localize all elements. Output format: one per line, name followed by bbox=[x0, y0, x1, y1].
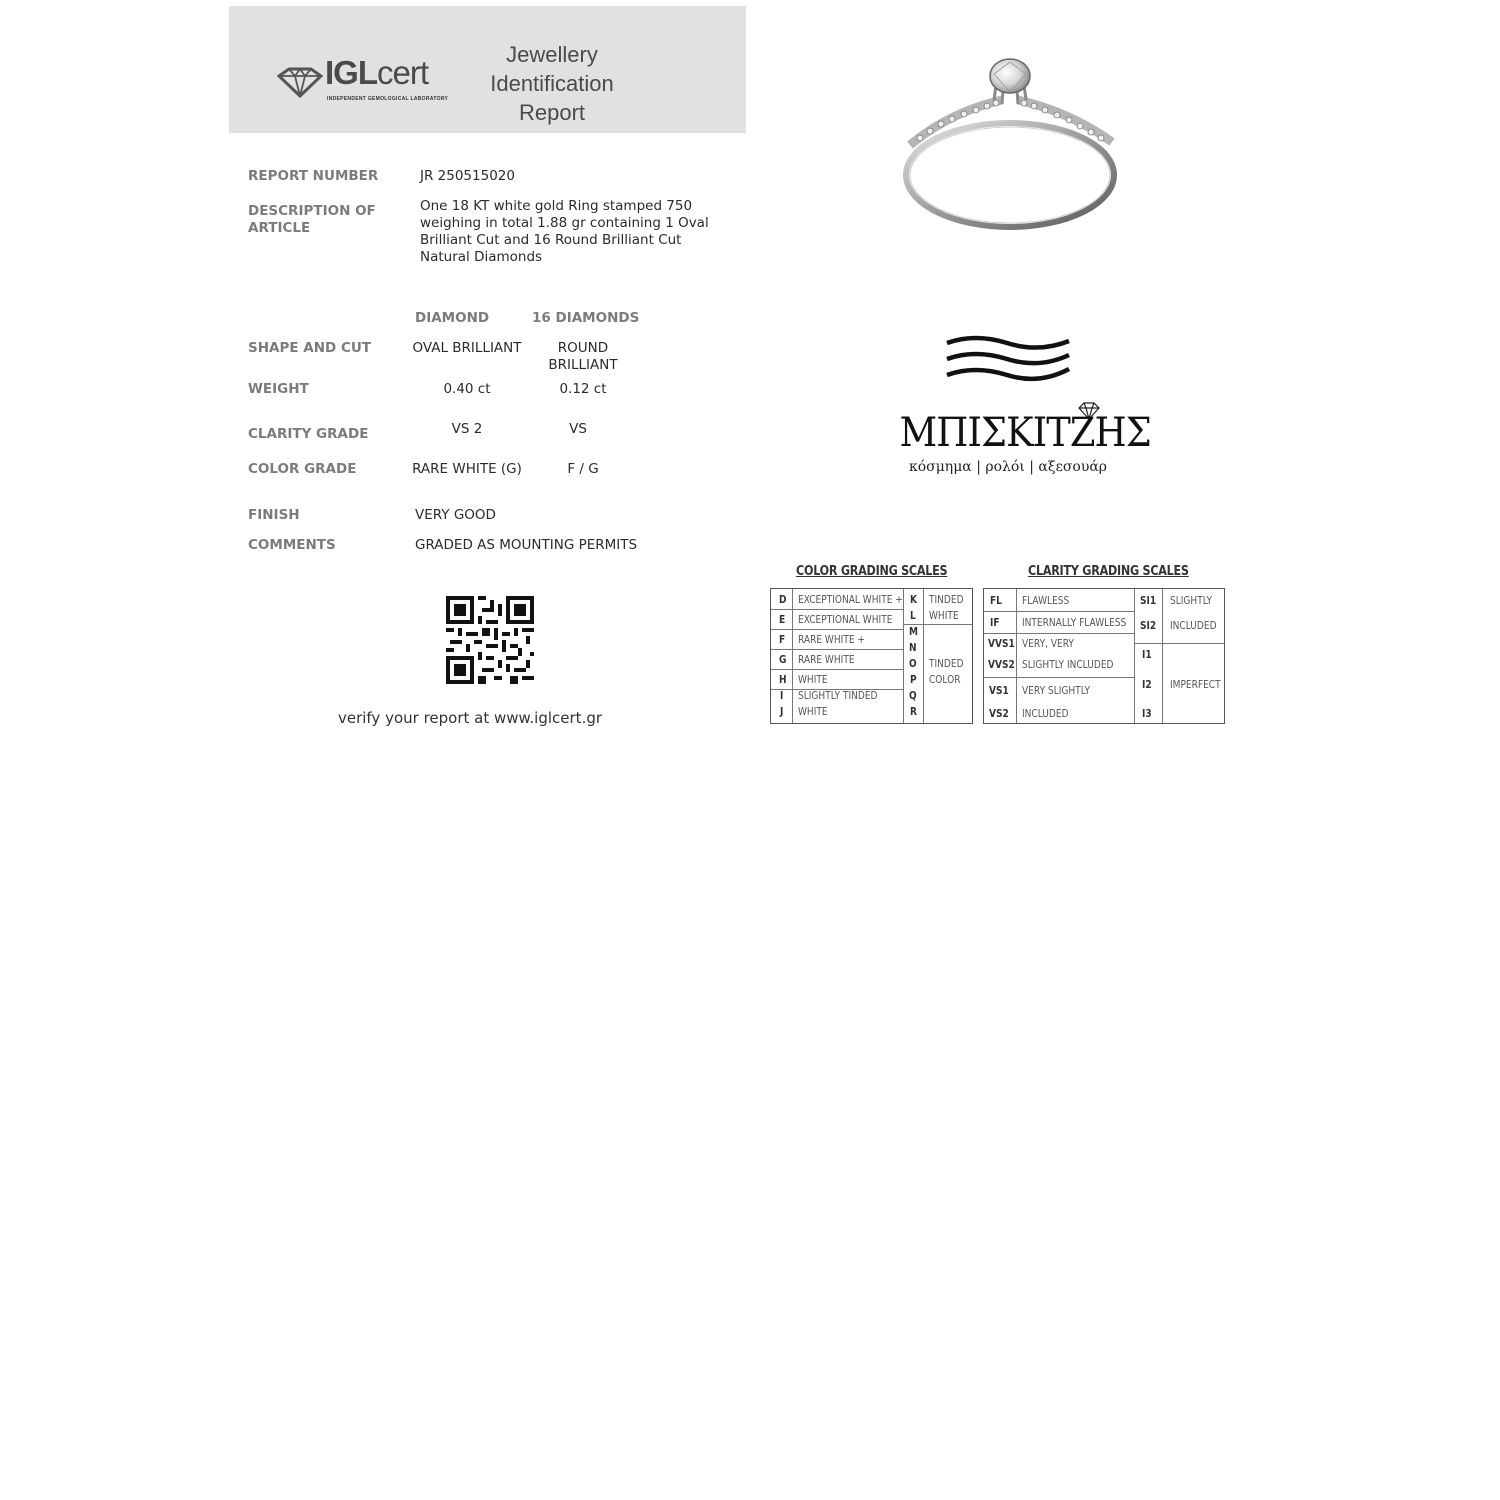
iglcert-logo: IGLcert bbox=[325, 54, 429, 91]
brand-name: ΜΠΙΣΚΙΤΖΗΣ bbox=[899, 410, 1151, 456]
brand-tagline: κόσμημα | ρολόι | αξεσουάρ bbox=[908, 459, 1108, 475]
weight-16-diamonds: 0.12 ct bbox=[559, 381, 607, 397]
col-header-16-diamonds: 16 DIAMONDS bbox=[532, 310, 640, 326]
shape-cut-label: SHAPE AND CUT bbox=[248, 340, 372, 356]
description-label: DESCRIPTION OF ARTICLE bbox=[248, 203, 376, 236]
report-title: Jewellery Identification Report bbox=[490, 42, 614, 125]
color-scale-title: COLOR GRADING SCALES bbox=[796, 564, 948, 579]
waves-logo-icon bbox=[945, 335, 1073, 387]
report-header bbox=[229, 6, 746, 133]
finish-value: VERY GOOD bbox=[415, 507, 496, 523]
verify-report-text: verify your report at www.iglcert.gr bbox=[337, 709, 603, 727]
color-grade-label: COLOR GRADE bbox=[248, 461, 357, 477]
comments-value: GRADED AS MOUNTING PERMITS bbox=[415, 537, 638, 553]
diamond-logo-icon bbox=[277, 66, 323, 98]
finish-label: FINISH bbox=[248, 507, 300, 523]
report-number: JR 250515020 bbox=[420, 168, 515, 184]
color-grade-16-diamonds: F / G bbox=[567, 461, 599, 477]
shape-cut-16-diamonds: ROUND BRILLIANT bbox=[548, 340, 618, 373]
col-header-diamond: DIAMOND bbox=[415, 310, 490, 326]
color-grade-diamond: RARE WHITE (G) bbox=[412, 461, 522, 477]
clarity-diamond: VS 2 bbox=[451, 421, 483, 437]
clarity-16-diamonds: VS bbox=[569, 421, 587, 437]
color-grading-table: D EXCEPTIONAL WHITE + E EXCEPTIONAL WHITE F RARE WHITE + G RARE WHITE H WHITE I SLIGHTLY TINDED J WHITE K L M N O P Q R TINDED WHITE TINDED COLOR bbox=[770, 588, 973, 724]
logo-tagline: INDEPENDENT GEMOLOGICAL LABORATORY bbox=[327, 96, 449, 102]
comments-label: COMMENTS bbox=[248, 537, 336, 553]
ring-photo bbox=[890, 40, 1130, 240]
weight-diamond: 0.40 ct bbox=[443, 381, 491, 397]
clarity-scale-title: CLARITY GRADING SCALES bbox=[1028, 564, 1189, 579]
qr-code[interactable] bbox=[446, 596, 534, 684]
clarity-label: CLARITY GRADE bbox=[248, 426, 369, 442]
shape-cut-diamond: OVAL BRILLIANT bbox=[412, 340, 522, 356]
report-number-label: REPORT NUMBER bbox=[248, 168, 379, 184]
article-description: One 18 KT white gold Ring stamped 750 weighing in total 1.88 gr containing 1 Oval Brilliant Cut and 16 Round Brilliant Cut Natural Diamonds bbox=[420, 198, 709, 265]
clarity-grading-table: FL FLAWLESS IF INTERNALLY FLAWLESS VVS1 VERY, VERY VVS2 SLIGHTLY INCLUDED VS1 VERY SLIGHTLY VS2 INCLUDED SI1 SI2 I1 I2 I3 SLIGHTLY INCLUDED IMPERFECT bbox=[983, 588, 1225, 724]
weight-label: WEIGHT bbox=[248, 381, 309, 397]
